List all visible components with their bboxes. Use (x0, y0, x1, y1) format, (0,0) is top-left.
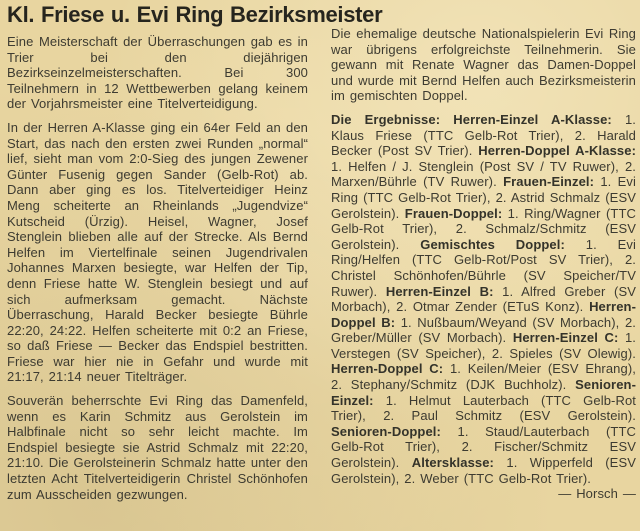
evi-ring-paragraph: Die ehemalige deutsche Nationalspielerin Evi Ring war übrigens erfolgreichste Teilnehmerin. Sie gewann mit Renate Wagner das Damen-Doppel und wurde mit Bernd Helfen auch Bezirksmeisterin im gemischten Doppel. (331, 26, 636, 104)
herren-a-klasse-paragraph: In der Herren A-Klasse ging ein 64er Feld an den Start, das nach den ersten zwei Runden „normal“ lief, sieht man vom 2:0-Sieg des jungen Zewener Günter Fusenig gegen Sander (Gelb-Rot) ab. Dann aber ging es los. Titelverteidiger Heinz Meng scheiterte an Rheinlands „Jugendvize“ Kutscheid (Ürzig). Heisel, Wagner, Josef Stenglein blieben alle auf der Strecke. Als Bernd Helfen im Viertelfinale seinen Jugendrivalen Johannes Marxen besiegte, war Helfen der Tip, denn Friese hatte W. Stenglein besiegt und auf sich aufmerksam gemacht. Nächste Überraschung, Harald Becker besiegte Bührle 22:20, 24:22. Helfen scheiterte mit 0:2 an Friese, so daß Friese — Becker das Endspiel bestritten. Friese war hier nie in Gefahr und wurde mit 21:17, 21:14 neuer Titelträger. (7, 119, 308, 385)
results-paragraph: Die Ergebnisse: Herren-Einzel A-Klasse: 1. Klaus Friese (TTC Gelb-Rot Trier), 2. Harald Becker (Post SV Trier). Herren-Doppel A-Klasse: 1. Helfen / J. Stenglein (Post SV / TV Ruwer), 2. Marxen/Bührle (TV Ruwer). Frauen-Einzel: 1. Evi Ring (TTC Gelb-Rot Trier), 2. Astrid Schmalz (ESV Gerolstein). Frauen-Doppel: 1. Ring/Wagner (TTC Gelb-Rot Trier), 2. Schmalz/Schmitz (ESV Gerolstein). Gemischtes Doppel: 1. Evi Ring/Helfen (TTC Gelb-Rot/Post SV Trier), 2. Christel Schönhofen/Bührle (SV Speicher/TV Ruwer). Herren-Einzel B: 1. Alfred Greber (SV Morbach), 2. Otmar Zender (ETuS Konz). Herren-Doppel B: 1. Nußbaum/Weyand (SV Morbach), 2. Greber/Müller (SV Morbach). Herren-Einzel C: 1. Verstegen (SV Speicher), 2. Spieles (SV Olewig). Herren-Doppel C: 1. Keilen/Meier (ESV Ehrang), 2. Stephany/Schmitz (DJK Buchholz). Senioren-Einzel: 1. Helmut Lauterbach (TTC Gelb-Rot Trier), 2. Paul Schmitz (ESV Gerolstein). Senioren-Doppel: 1. Staud/Lauterbach (TTC Gelb-Rot Trier), 2. Fischer/Schmitz ESV Gerolstein). Altersklasse: 1. Wipperfeld (ESV Gerolstein), 2. Weber (TTC Gelb-Rot Trier). — Horsch — (331, 111, 637, 502)
damen-paragraph: Souverän beherrschte Evi Ring das Damenfeld, wenn es Karin Schmitz aus Gerolstein im Halbfinale nicht so sehr leicht machte. Im Endspiel besiegte sie Astrid Schmalz mit 22:20, 21:10. Die Gerolsteinerin Schmalz hatte unter den letzten Acht Titelverteidigerin Christel Schönhofen zum Ausscheiden gezwungen. (7, 393, 308, 502)
article-headline: Kl. Friese u. Evi Ring Bezirksmeister (7, 2, 383, 27)
intro-paragraph: Eine Meisterschaft der Überraschungen gab es in Trier bei den diejährigen Bezirkseinzelmeisterschaften. Bei 300 Teilnehmern in 12 Wettbewerben gelang keinem der Vorjahrsmeister eine Titelverteidigung. (7, 34, 308, 112)
author-byline: — Horsch — (558, 486, 636, 502)
right-column (331, 26, 636, 502)
left-column (7, 2, 383, 502)
